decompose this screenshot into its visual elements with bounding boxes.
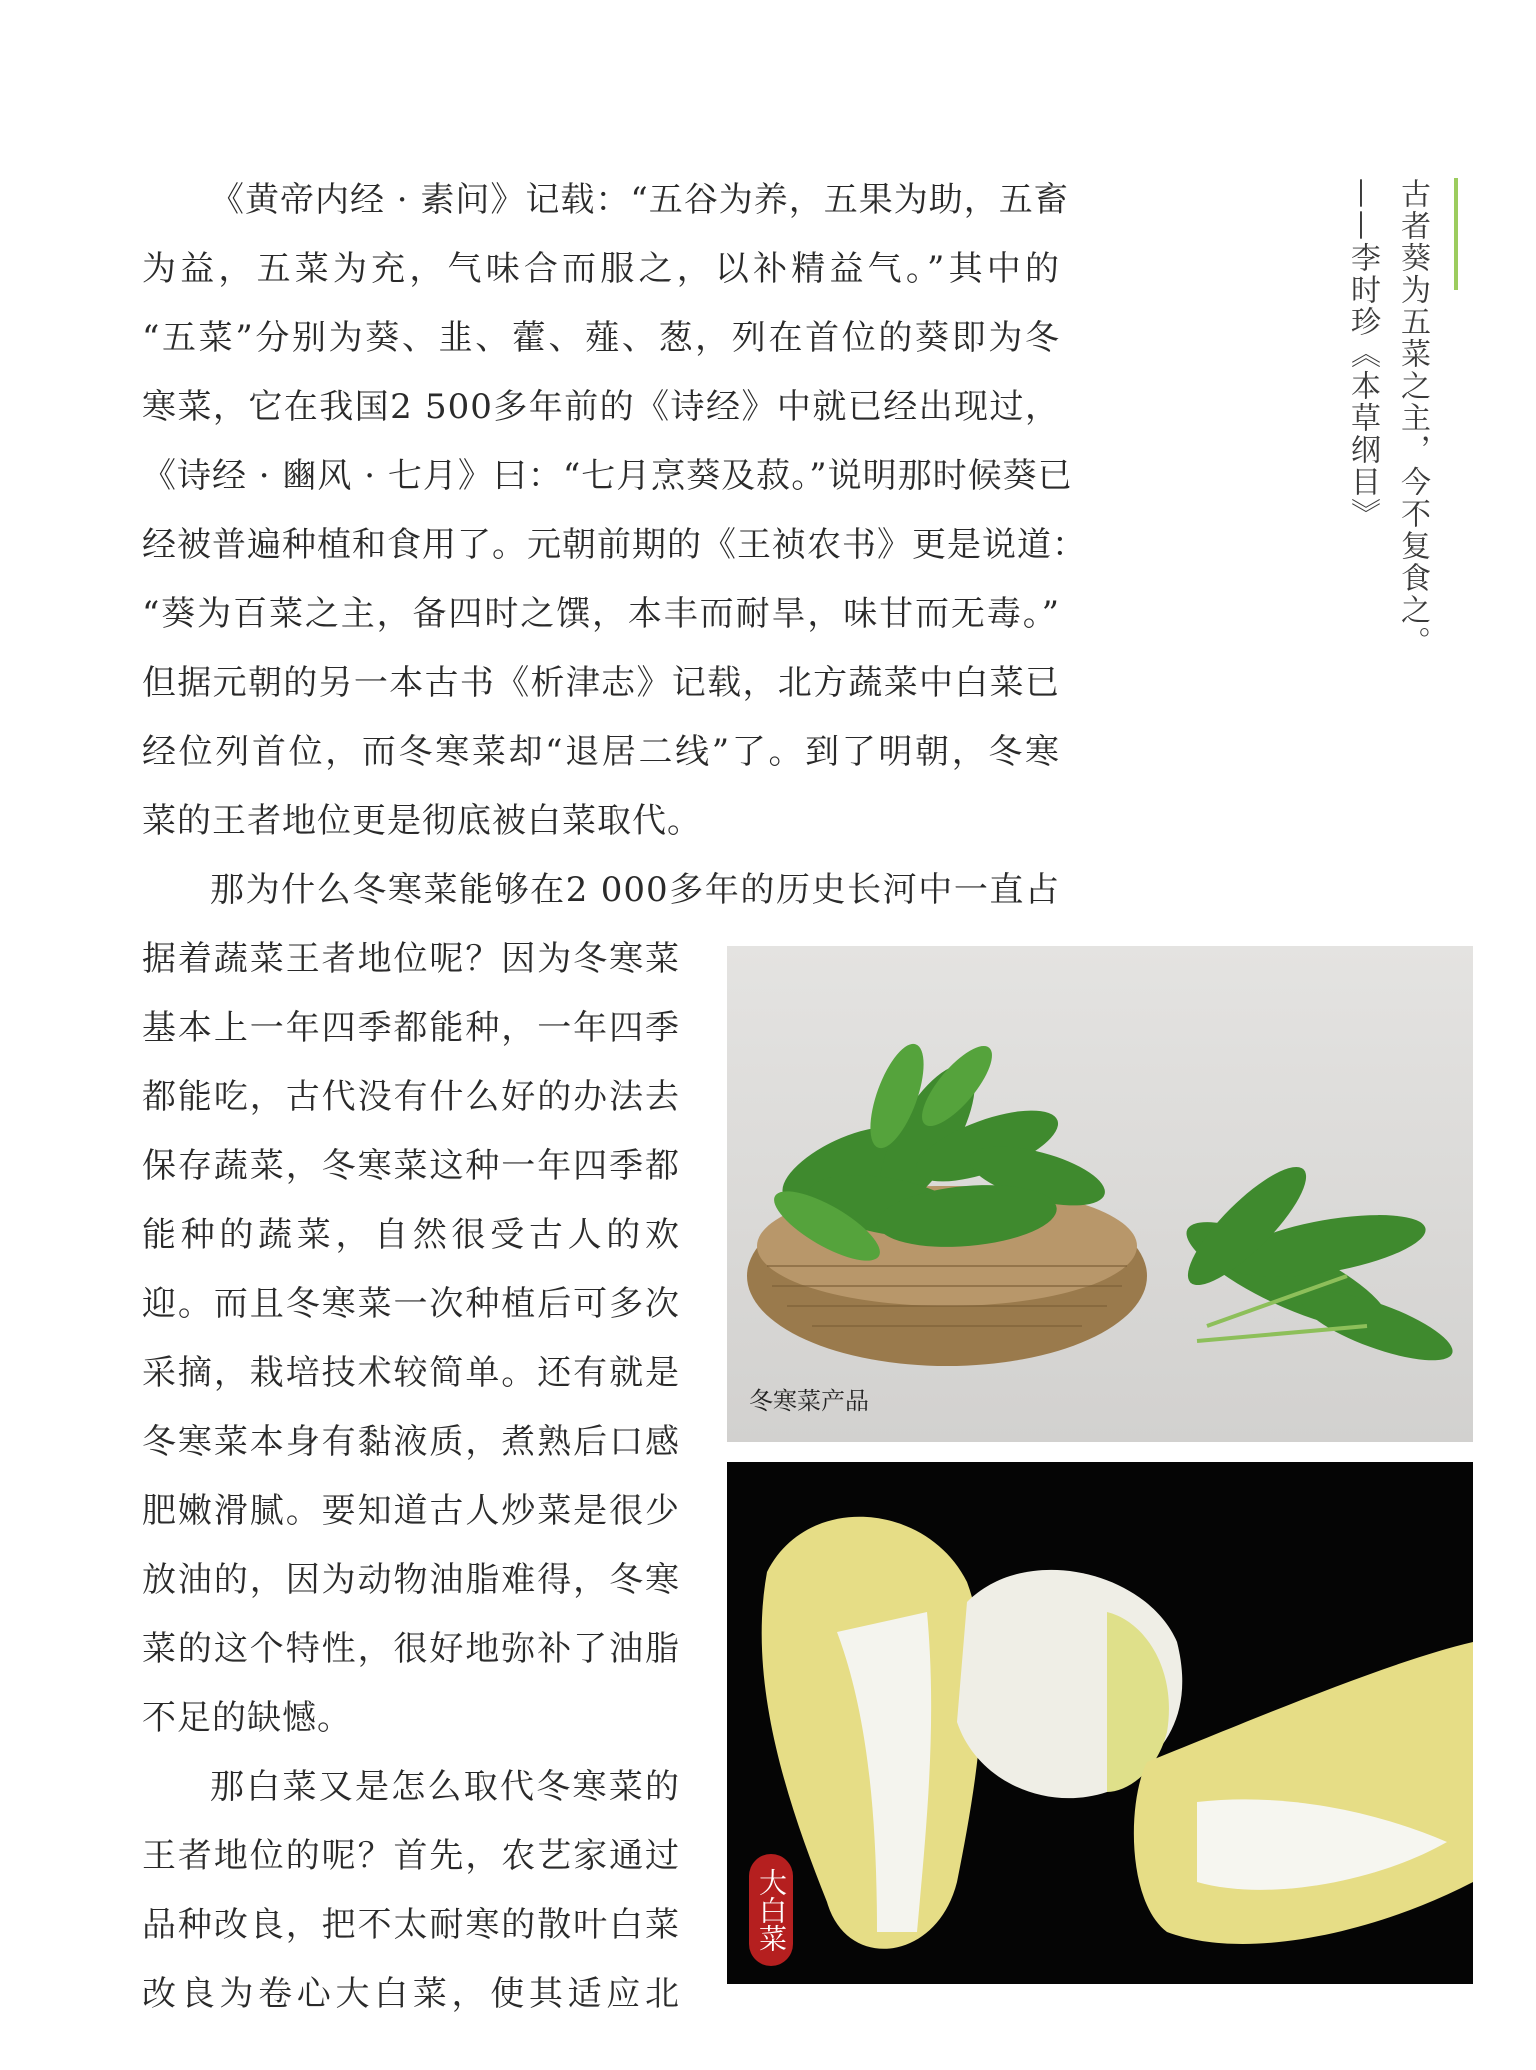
- paragraph-2-line: 冬寒菜本身有黏液质，煮熟后口感: [142, 1422, 680, 1462]
- cabbage-label-seal: 大白菜: [749, 1854, 793, 1966]
- paragraph-2-line: 基本上一年四季都能种，一年四季: [142, 1008, 680, 1048]
- paragraph-2-line: 据着蔬菜王者地位呢？因为冬寒菜: [142, 939, 680, 979]
- paragraph-2-line: 能种的蔬菜，自然很受古人的欢: [142, 1215, 680, 1255]
- paragraph-2-line: 不足的缺憾。: [142, 1698, 352, 1738]
- napa-cabbage-photo: [727, 1462, 1473, 1984]
- paragraph-2-line: 采摘，栽培技术较简单。还有就是: [142, 1353, 680, 1393]
- paragraph-1-line: 《诗经 · 豳风 · 七月》曰：“七月烹葵及菽。”说明那时候葵已: [142, 456, 1073, 496]
- paragraph-1-line: 经位列首位，而冬寒菜却“退居二线”了。到了明朝，冬寒: [142, 732, 1060, 772]
- paragraph-2-line: 那为什么冬寒菜能够在2 000多年的历史长河中一直占: [210, 870, 1060, 910]
- paragraph-2-line: 都能吃，古代没有什么好的办法去: [142, 1077, 680, 1117]
- paragraph-2-line: 肥嫩滑腻。要知道古人炒菜是很少: [142, 1491, 680, 1531]
- paragraph-2-line: 放油的，因为动物油脂难得，冬寒: [142, 1560, 680, 1600]
- paragraph-1-line: “五菜”分别为葵、韭、藿、薤、葱，列在首位的葵即为冬: [142, 318, 1060, 358]
- paragraph-1-line: 经被普遍种植和食用了。元朝前期的《王祯农书》更是说道：: [142, 525, 1087, 565]
- sidebar-quote-text: 古者葵为五菜之主，今不复食之。: [1395, 178, 1430, 658]
- paragraph-3-line: 改良为卷心大白菜，使其适应北: [142, 1974, 680, 2014]
- sidebar-quote-source: ——李时珍《本草纲目》: [1345, 178, 1380, 530]
- paragraph-1-line: 但据元朝的另一本古书《析津志》记载，北方蔬菜中白菜已: [142, 663, 1060, 703]
- sidebar-accent-rule: [1454, 178, 1458, 290]
- paragraph-1-line: 寒菜，它在我国2 500多年前的《诗经》中就已经出现过，: [142, 387, 1060, 427]
- paragraph-1-line: 菜的王者地位更是彻底被白菜取代。: [142, 801, 702, 841]
- paragraph-1-line: “葵为百菜之主，备四时之馔，本丰而耐旱，味甘而无毒。”: [142, 594, 1060, 634]
- paragraph-3-line: 品种改良，把不太耐寒的散叶白菜: [142, 1905, 680, 1945]
- paragraph-2-line: 保存蔬菜，冬寒菜这种一年四季都: [142, 1146, 680, 1186]
- photo-caption: 冬寒菜产品: [749, 1387, 869, 1415]
- basket-greens-illustration: [727, 946, 1473, 1442]
- winter-mallow-photo: [727, 946, 1473, 1442]
- paragraph-1-line: 为益，五菜为充，气味合而服之，以补精益气。”其中的: [142, 249, 1060, 289]
- cabbage-illustration: [727, 1462, 1473, 1984]
- paragraph-2-line: 迎。而且冬寒菜一次种植后可多次: [142, 1284, 680, 1324]
- paragraph-2-line: 菜的这个特性，很好地弥补了油脂: [142, 1629, 680, 1669]
- paragraph-3-line: 那白菜又是怎么取代冬寒菜的: [210, 1767, 680, 1807]
- paragraph-1-line: 《黄帝内经 · 素问》记载：“五谷为养，五果为助，五畜: [210, 180, 1069, 220]
- paragraph-3-line: 王者地位的呢？首先，农艺家通过: [142, 1836, 680, 1876]
